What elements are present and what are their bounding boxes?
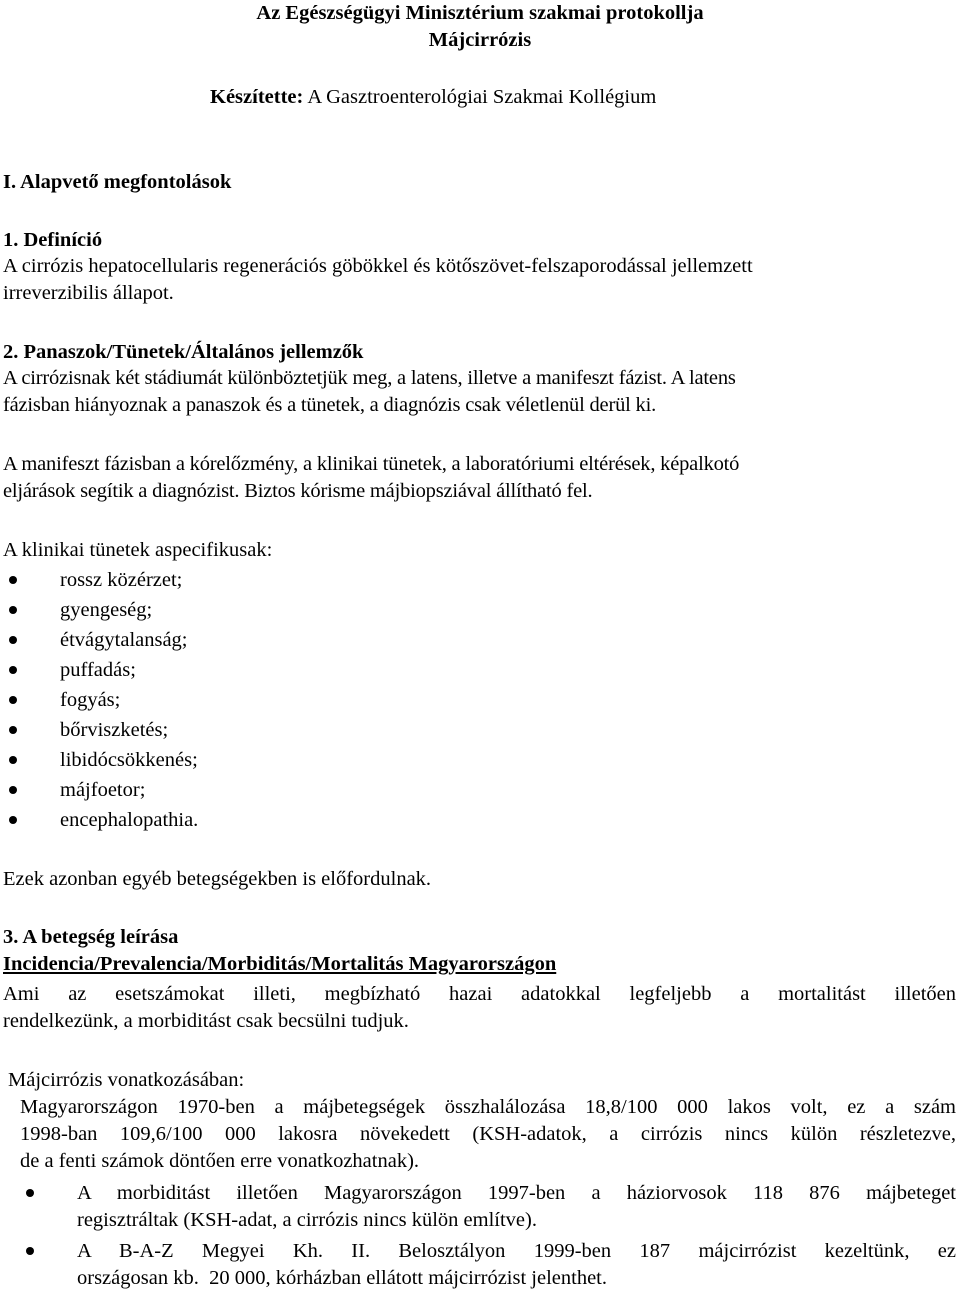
mortality-paragraph-line: 1998-ban 109,6/100 000 lakosra növekedett (KSH-adatok, a cirrózis nincs külön részletezve, (20, 1123, 956, 1145)
bullet-icon (9, 816, 17, 824)
list-item: libidócsökkenés; (60, 749, 198, 771)
bullet-icon (9, 666, 17, 674)
list-item: puffadás; (60, 659, 136, 681)
epidemiology-paragraph-line: Ami az esetszámokat illeti, megbízható hazai adatokkal legfeljebb a mortalitást illetően (3, 983, 956, 1005)
definition-heading: 1. Definíció (3, 229, 103, 251)
bullet-icon (9, 786, 17, 794)
symptoms-heading: 2. Panaszok/Tünetek/Általános jellemzők (3, 341, 364, 363)
bullet-icon (9, 726, 17, 734)
epidemiology-subheading: Incidencia/Prevalencia/Morbiditás/Mortalitás Magyarországon (3, 953, 557, 975)
morbidity-item-line: regisztráltak (KSH-adat, a cirrózis nincs külön említve). (77, 1209, 537, 1231)
mortality-paragraph-line: Magyarországon 1970-ben a májbetegségek összhalálozása 18,8/100 000 lakos volt, ez a szám (20, 1096, 956, 1118)
list-item: fogyás; (60, 689, 121, 711)
list-item: étvágytalanság; (60, 629, 188, 651)
disease-heading: 3. A betegség leírása (3, 926, 179, 948)
list-item: májfoetor; (60, 779, 146, 801)
list-item: encephalopathia. (60, 809, 199, 831)
manifest-paragraph-line: eljárások segítik a diagnózist. Biztos kórisme májbiopsziával állítható fel. (3, 480, 593, 502)
morbidity-item-line: országosan kb. 20 000, kórházban ellátott májcirrózist jelenthet. (77, 1267, 607, 1289)
mortality-paragraph-line: de a fenti számok döntően erre vonatkozhatnak). (20, 1150, 420, 1172)
bullet-icon (9, 636, 17, 644)
symptoms-closing: Ezek azonban egyéb betegségekben is előfordulnak. (3, 868, 432, 890)
author-line (210, 84, 656, 110)
bullet-icon (9, 576, 17, 584)
document-subtitle: Májcirrózis (428, 29, 532, 51)
symptoms-paragraph-line: A cirrózisnak két stádiumát különböztetjük meg, a latens, illetve a manifeszt fázist. A latens (3, 367, 736, 389)
document-title: Az Egészségügyi Minisztérium szakmai protokollja (256, 2, 704, 24)
list-item: rossz közérzet; (60, 569, 183, 591)
bullet-icon (9, 606, 17, 614)
morbidity-item-line: A morbiditást illetően Magyarországon 1997-ben a háziorvosok 118 876 májbeteget (77, 1182, 956, 1204)
definition-line: irreverzibilis állapot. (3, 282, 174, 304)
bullet-icon (9, 756, 17, 764)
manifest-paragraph-line: A manifeszt fázisban a kórelőzmény, a klinikai tünetek, a laboratóriumi eltérések, képalkotó (3, 453, 740, 475)
bullet-icon (26, 1247, 34, 1255)
author-label: Készítette: (210, 86, 304, 108)
morbidity-item-line: A B-A-Z Megyei Kh. II. Belosztályon 1999-ben 187 májcirrózist kezeltünk, ez (77, 1240, 956, 1262)
section-heading: I. Alapvető megfontolások (3, 171, 232, 193)
definition-line: A cirrózis hepatocellularis regenerációs göbökkel és kötőszövet-felszaporodással jellemzett (3, 255, 753, 277)
symptom-list-intro: A klinikai tünetek aspecifikusak: (3, 539, 273, 561)
list-item: bőrviszketés; (60, 719, 169, 741)
symptoms-paragraph-line: fázisban hiányoznak a panaszok és a tünetek, a diagnózis csak véletlenül derül ki. (3, 394, 657, 416)
cirrhosis-relation-label: Májcirrózis vonatkozásában: (8, 1069, 245, 1091)
bullet-icon (9, 696, 17, 704)
epidemiology-paragraph-line: rendelkezünk, a morbiditást csak becsülni tudjuk. (3, 1010, 409, 1032)
author-value: A Gasztroenterológiai Szakmai Kollégium (307, 86, 657, 108)
list-item: gyengeség; (60, 599, 153, 621)
bullet-icon (26, 1189, 34, 1197)
